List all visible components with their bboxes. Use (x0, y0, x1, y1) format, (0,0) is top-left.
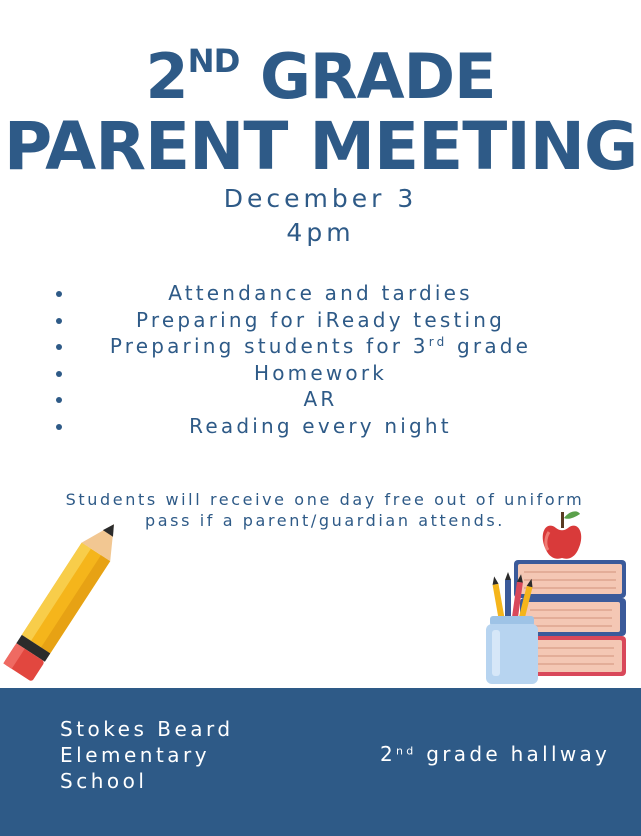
bullet-icon (56, 397, 62, 403)
title-ordinal-suffix: ND (187, 42, 240, 81)
bullet-icon (56, 424, 62, 430)
meeting-location: 2nd grade hallway (380, 742, 611, 766)
bullet-icon (56, 318, 62, 324)
agenda-item: Preparing students for 3rd grade (0, 333, 641, 360)
meeting-date: December 3 (223, 184, 418, 213)
books-apple-pencil-jar-illustration (484, 498, 630, 688)
agenda-item: Homework (0, 360, 641, 387)
agenda-item: AR (0, 386, 641, 413)
agenda-item: Preparing for iReady testing (0, 307, 641, 334)
title-line-2: PARENT MEETING (3, 108, 638, 185)
agenda-item: Attendance and tardies (0, 280, 641, 307)
agenda-list (0, 280, 641, 439)
bullet-icon (56, 344, 62, 350)
school-name: Stokes Beard Elementary School (60, 717, 234, 793)
agenda-item: Reading every night (0, 413, 641, 440)
meeting-time: 4pm (286, 218, 355, 247)
title-line-1: 2ND GRADE (145, 40, 496, 113)
bullet-icon (56, 371, 62, 377)
pencil-illustration (0, 518, 130, 688)
bullet-icon (56, 291, 62, 297)
incentive-note: Students will receive one day free out of uniform pass if a parent/guardian attends. (65, 490, 585, 530)
